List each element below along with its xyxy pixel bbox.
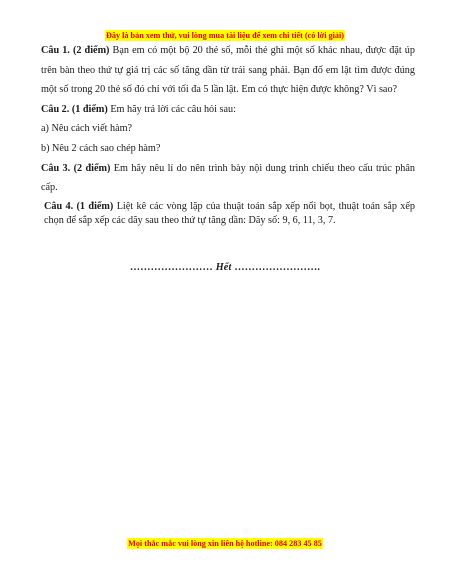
- question-2-text: Em hãy trả lời các câu hỏi sau:: [107, 103, 236, 115]
- footer-notice: Mọi thắc mắc vui lòng xin liên hệ hotline: 084 283 45 85: [128, 539, 322, 548]
- question-1: [41, 41, 415, 100]
- question-1-label: Câu 1. (2 điểm): [41, 45, 110, 56]
- question-2-item-b: b) Nêu 2 cách sao chép hàm?: [41, 142, 161, 154]
- question-2: [41, 100, 415, 120]
- question-1-text: Bạn em có một bộ 20 thẻ số, mỗi thẻ ghi một số khác nhau, được đặt úp trên bàn theo thứ tự giá trị các số tăng dần từ trái sang phải. Bạn đố em lật tìm được đúng một số trong 20 thẻ số đó chỉ với tối đa 5 lần lật. Em có thực hiện được không? Vì sao?: [41, 45, 415, 96]
- header-notice: Đây là bản xem thử, vui lòng mua tài liệu để xem chi tiết (có lời giải): [105, 31, 344, 40]
- footer-notice-container: [0, 533, 450, 551]
- end-dots-left: ……………………: [129, 262, 216, 273]
- question-4-label: Câu 4. (1 điểm): [44, 200, 114, 212]
- end-word: Hết: [215, 262, 232, 273]
- question-4: [41, 200, 415, 229]
- question-3-text: Em hãy nêu lí do nên trình bày nội dung trình chiếu theo cấu trúc phân cấp.: [41, 162, 416, 194]
- exam-questions: [41, 41, 415, 229]
- question-3-label: Câu 3. (2 điểm): [41, 162, 111, 174]
- end-marker: [0, 262, 450, 273]
- question-3: [41, 159, 415, 198]
- question-2-label: Câu 2. (1 điểm): [41, 103, 108, 115]
- question-2-item-a: a) Nêu cách viết hàm?: [41, 123, 133, 135]
- end-dots-right: …………………….: [231, 262, 321, 273]
- question-4-text: Liệt kê các vòng lặp của thuật toán sắp xếp nổi bọt, thuật toán sắp xếp chọn để sắp xếp các dãy sau theo thứ tự tăng dần: Dãy số: 9, 6, 11, 3, 7.: [44, 200, 416, 227]
